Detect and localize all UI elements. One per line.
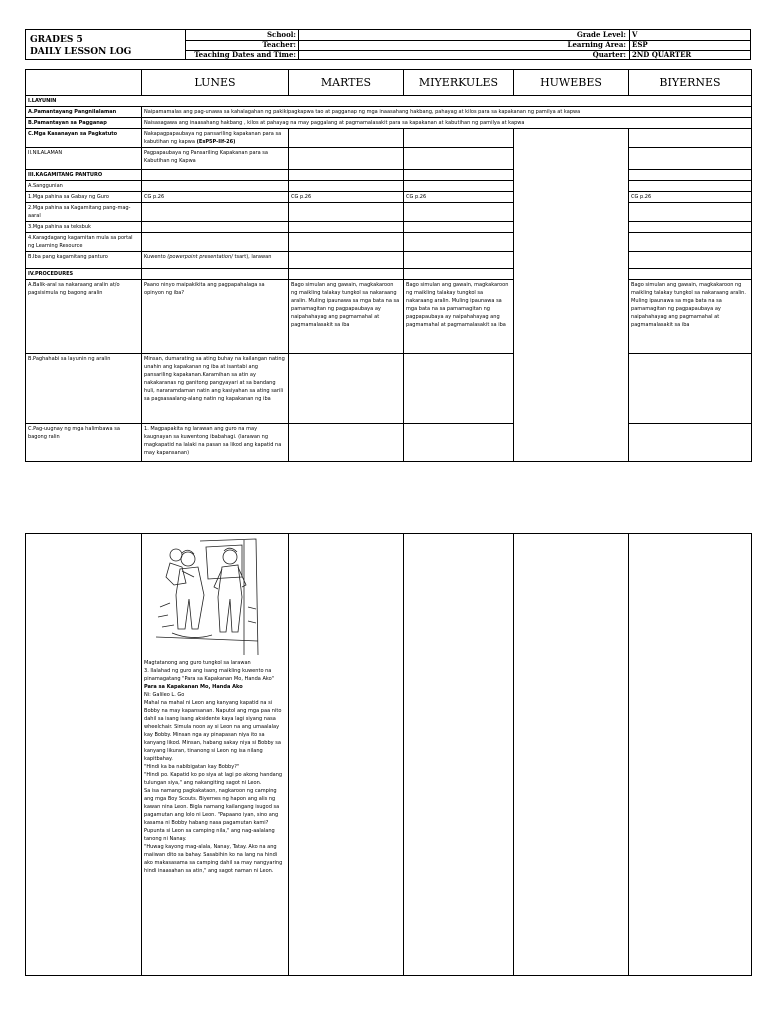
quarter-value: 2ND QUARTER [632, 50, 692, 59]
table-row [26, 170, 752, 181]
day-header-huwebes: HUWEBES [514, 70, 629, 96]
lesson-log-header [25, 29, 751, 60]
row-label-karagdagang: 4.Karagdagang kagamitan mula sa portal ng Learning Resource [26, 233, 142, 252]
day-header-row [26, 70, 752, 96]
day-header-lunes: LUNES [142, 70, 289, 96]
gabay-biyernes: CG p.26 [629, 192, 752, 203]
day-header-biyernes: BIYERNES [629, 70, 752, 96]
story-step3: 3. Ilalahad ng guro ang isang maikling kuwento na pinamagatang "Para sa Kapakanan Mo, Handa Ako" [144, 668, 275, 682]
row-label-balik-aral: A.Balik-aral sa nakaraang aralin at/o pagsisimula ng bagong aralin [26, 280, 142, 354]
kasanayan-cell [142, 129, 289, 148]
balik-aral-martes: Bago simulan ang gawain, magkakaroon ng maikling talakay tungkol sa nakaraang aralin. Muling ipaunawa sa mga bata na sa pamamagitan ng pagpapaubaya ay naipahahayag ang pagmamahal at pagmamalasakit sa iba [289, 280, 404, 354]
story-paragraph: "Huwag kayong mag-alala, Nanay, Tatay. Ako na ang maiiwan dito sa bahay. Sasabihin ko na lang na hindi ako makasasama sa camping dahil sa may nangyaring hindi inaasahan sa atin," ang sagot naman ni Leon. [144, 844, 283, 874]
grade-level-label: Grade Level: [576, 30, 626, 39]
table-row [26, 181, 752, 192]
iba-pa-text-end: tsart), larawan [232, 254, 272, 260]
paghahabi-lunes: Minsan, dumarating sa ating buhay na kailangan nating unahin ang kapakanan ng iba at isantabi ang pansariling kapakanan.Karamihan sa atin ay nakakaranas ng ganitong pangyayari at sa bandang huli, nararamdaman natin ang kasiyahan sa ating sarili sa pagsasaalang-alang natin ng kapakanan ng iba [142, 354, 289, 424]
learning-area-value: ESP [632, 40, 648, 49]
dates-label: Teaching Dates and Time: [194, 50, 296, 59]
row-label-teksbuk: 3.Mga pahina sa teksbuk [26, 222, 142, 233]
table-row [26, 424, 752, 462]
row-label-kasanayan: C.Mga Kasanayan sa Pagkatuto [26, 129, 142, 148]
table-row [26, 118, 752, 129]
day-header-miyerkules: MIYERKULES [404, 70, 514, 96]
balik-aral-biyernes: Bago simulan ang gawain, magkakaroon ng maikling talakay tungkol sa nakaraang aralin. Muling ipaunawa sa mga bata na sa pamamagitan ng pagpapaubaya ay naipahahayag ang pagmamahal at pagmamalasakit sa iba [629, 280, 752, 354]
teacher-label: Teacher: [262, 40, 296, 49]
section-layunin: I.LAYUNIN [26, 96, 752, 107]
quarter-label: Quarter: [592, 50, 626, 59]
lesson-table [25, 69, 752, 462]
table-row [26, 222, 752, 233]
table-row [26, 203, 752, 222]
kasanayan-code: (EsP5P-IIf-26) [196, 139, 236, 145]
gabay-miyerkules: CG p.26 [404, 192, 514, 203]
table-row [26, 269, 752, 280]
table-row [26, 148, 752, 170]
iba-pa-text: Kuwento [144, 254, 168, 260]
table-row [26, 192, 752, 203]
story-paragraph: "Hindi ka ba nabibigatan kay Bobby?" [144, 764, 240, 770]
grade-level-value: V [632, 30, 638, 39]
huwebes-column [514, 129, 629, 462]
brothers-illustration [152, 537, 262, 657]
table-row [26, 534, 752, 976]
school-label: School: [267, 30, 296, 39]
pamantayan-pagganap-text: Naisasagawa ang inaasahang hakbang , kilos at pahayag na may paggalang at pagmamalasakit para sa kapakanan at kabutihan ng pamilya at kapwa [142, 118, 752, 129]
pamantayang-pangnilalaman-text: Naipamamalas ang pag-unawa sa kahalagahan ng pakikipagkapwa tao at pagganap ng mga inaasahang hakbang, pahayag at kilos para sa kapakanan ng pamilya at kapwa [142, 107, 752, 118]
iba-pa-cell [142, 252, 289, 269]
row-label-paghahabi: B.Paghahabi sa layunin ng aralin [26, 354, 142, 424]
table-row [26, 233, 752, 252]
table-row [26, 354, 752, 424]
table-row [26, 280, 752, 354]
row-label-nilalaman: II.NILALAMAN [26, 148, 142, 170]
story-paragraph: Sa isa namang pagkakataon, nagkaroon ng camping ang mga Boy Scouts. Biyernes ng hapon ang alis ng kawan nina Leon. Bigla namang kailangang isugod sa pagamutan ang lolo ni Leon. "Papaano iyan, sino ang kasama ni Bobby habang nasa pagamutan kami? Pupunta si Leon sa camping nila," ang nag-aalalang tanong ni Nanay. [144, 788, 280, 842]
grade-title: GRADES 5 [30, 35, 83, 45]
row-label-iba-pa: B.Iba pang kagamitang panturo [26, 252, 142, 269]
section-kagamitan: III.KAGAMITANG PANTURO [26, 170, 142, 181]
story-cell [142, 534, 289, 976]
story-paragraph: "Hindi po. Kapatid ko po siya at lagi po akong handang tulungan siya," ang nakangiting sagot ni Leon. [144, 772, 283, 786]
table-row [26, 252, 752, 269]
gabay-lunes: CG p.26 [142, 192, 289, 203]
pag-uugnay-lunes: 1. Magpapakita ng larawan ang guro na may kaugnayan sa kuwentong ibabahagi. (larawan ng magkapatid na lalaki na pasan sa likod ang kapatid na may kapansanan) [142, 424, 289, 462]
story-author: Ni: Galileo L. Go [144, 692, 185, 698]
row-label-pamantayan-pagganap: B.Pamantayan sa Pagganap [26, 118, 142, 129]
row-label-pamantayang-pangnilalaman: A.Pamantayang Pangnilalaman [26, 107, 142, 118]
day-header-martes: MARTES [289, 70, 404, 96]
section-procedures: IV.PROCEDURES [26, 269, 142, 280]
table-row [26, 107, 752, 118]
nilalaman-text: Pagpapaubaya ng Pansariling Kapakanan para sa Kabutihan ng Kapwa [142, 148, 289, 170]
lesson-table-continued [25, 533, 752, 976]
table-row [26, 96, 752, 107]
row-label-mag-aaral: 2.Mga pahina sa Kagamitang pang-mag-aaral [26, 203, 142, 222]
corner-cell [26, 70, 142, 96]
gabay-martes: CG p.26 [289, 192, 404, 203]
log-subtitle: DAILY LESSON LOG [30, 47, 132, 57]
row-label-sanggunian: A.Sanggunian [26, 181, 142, 192]
row-label-gabay: 1.Mga pahina sa Gabay ng Guro [26, 192, 142, 203]
iba-pa-text-italic: (powerpoint presentation/ [167, 254, 233, 260]
learning-area-label: Learning Area: [567, 40, 626, 49]
story-title: Para sa Kapakanan Mo, Handa Ako [144, 684, 243, 690]
log-title [30, 34, 131, 58]
story-paragraph: Mahal na mahal ni Leon ang kanyang kapatid na si Bobby na may kapansanan. Naputol ang mga paa nito dahil sa isang isang aksidente kaya lagi siyang nasa wheelchair. Simula noon ay si Leon na ang umaalalay kay Bobby. Minsan nga ay pinapasan niya ito sa kanyang likod. Minsan, habang sakay niya si Bobby sa kanyang likuran, tinanong si Leon ng isa nilang kapitbahay. [144, 700, 282, 762]
balik-aral-lunes: Paano ninyo maipakikita ang pagpapahalaga sa opinyon ng iba? [142, 280, 289, 354]
balik-aral-miyerkules: Bago simulan ang gawain, magkakaroon ng maikling talakay tungkol sa nakaraang aralin. Muling ipaunawa sa mga bata na sa pamamagitan ng pagpapaubaya ay naipahahayag ang pagmamahal at pagmamalasakit sa iba [404, 280, 514, 354]
table-row [26, 129, 752, 148]
kasanayan-text: Nakapagpapaubaya ng pansariling kapakanan para sa kabutihan ng kapwa [144, 131, 282, 145]
story-intro: Magtatanong ang guro tungkol sa larawan [144, 660, 251, 666]
row-label-pag-uugnay: C.Pag-uugnay ng mga halimbawa sa bagong ralin [26, 424, 142, 462]
